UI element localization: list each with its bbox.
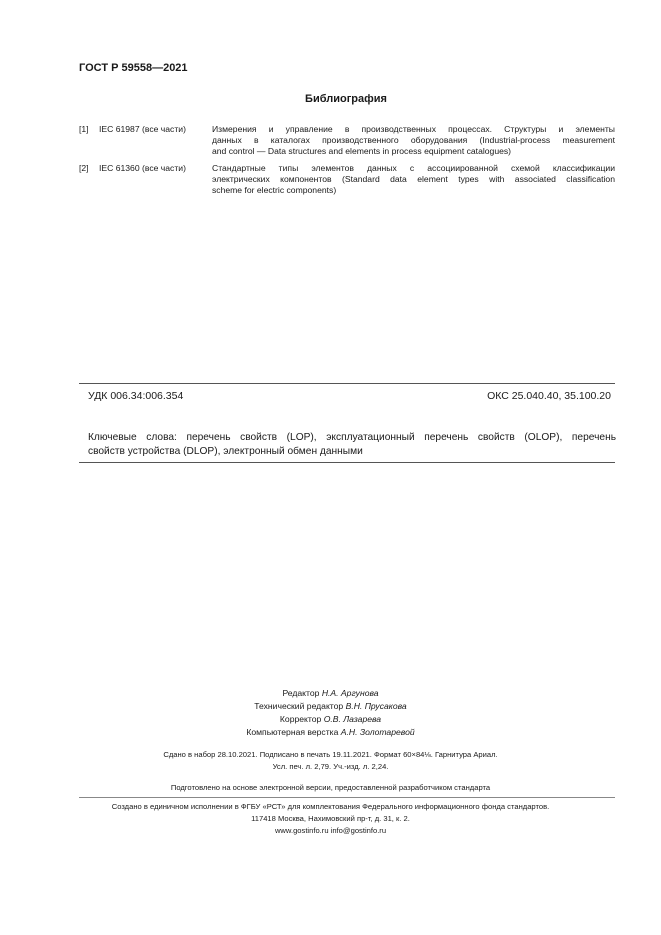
entry-description-line: данных в каталогах производственного оборудования (Industrial-process measurement [212,135,615,145]
imprint-contacts: www.gostinfo.ru info@gostinfo.ru [274,826,387,835]
imprint-print-info: Сдано в набор 28.10.2021. Подписано в печать 19.11.2021. Формат 60×84⅛. Гарнитура Ариал. [163,750,498,759]
entry-description [212,124,615,157]
credit-layout [0,727,661,737]
entry-description-line: электрических компонентов (Standard data element types with associated classification [212,174,615,184]
credit-tech-editor [0,701,661,711]
credit-proofreader [0,714,661,724]
entry-description [212,163,615,196]
entry-description-line: scheme for electric components) [212,185,337,195]
credit-name: В.Н. Прусакова [345,701,407,711]
imprint-created: Создано в единичном исполнении в ФГБУ «РСТ» для комплектования Федерального информационного фонда стандартов. [111,802,550,811]
imprint-address: 117418 Москва, Нахимовский пр-т, д. 31, к. 2. [251,814,410,823]
oks-code: ОКС 25.040.40, 35.100.20 [487,390,611,402]
imprint-sheets: Усл. печ. л. 2,79. Уч.-изд. л. 2,24. [272,762,389,771]
keywords-divider [79,462,615,463]
keywords-line: Ключевые слова: перечень свойств (LOP), эксплуатационный перечень свойств (OLOP), перечень [88,432,616,443]
bibliography-title: Библиография [305,93,387,105]
entry-description-line: Измерения и управление в производственных процессах. Структуры и элементы [212,124,615,134]
credit-role: Технический редактор [254,701,344,711]
entry-standard: IEC 61987 (все части) [99,124,186,134]
entry-description-line: and control — Data structures and elements in process equipment catalogues) [212,146,512,156]
credit-role: Редактор [282,688,320,698]
imprint-prepared: Подготовлено на основе электронной версии, предоставленной разработчиком стандарта [170,783,491,792]
credit-name: О.В. Лазарева [323,714,382,724]
credit-name: Н.А. Аргунова [321,688,379,698]
keywords [88,431,616,459]
credit-role: Компьютерная верстка [246,727,339,737]
top-divider [79,383,615,384]
entry-number: [2] [79,163,89,173]
credit-name: А.Н. Золотаревой [340,727,415,737]
keywords-line: свойств устройства (DLOP), электронный обмен данными [88,446,363,457]
entry-description-line: Стандартные типы элементов данных с ассоциированной схемой классификации [212,163,615,173]
document-code: ГОСТ Р 59558—2021 [79,62,188,74]
udk-code: УДК 006.34:006.354 [88,390,184,402]
credit-role: Корректор [279,714,322,724]
credit-editor [0,688,661,698]
entry-number: [1] [79,124,89,134]
imprint-divider [79,797,615,798]
entry-standard: IEC 61360 (все части) [99,163,186,173]
